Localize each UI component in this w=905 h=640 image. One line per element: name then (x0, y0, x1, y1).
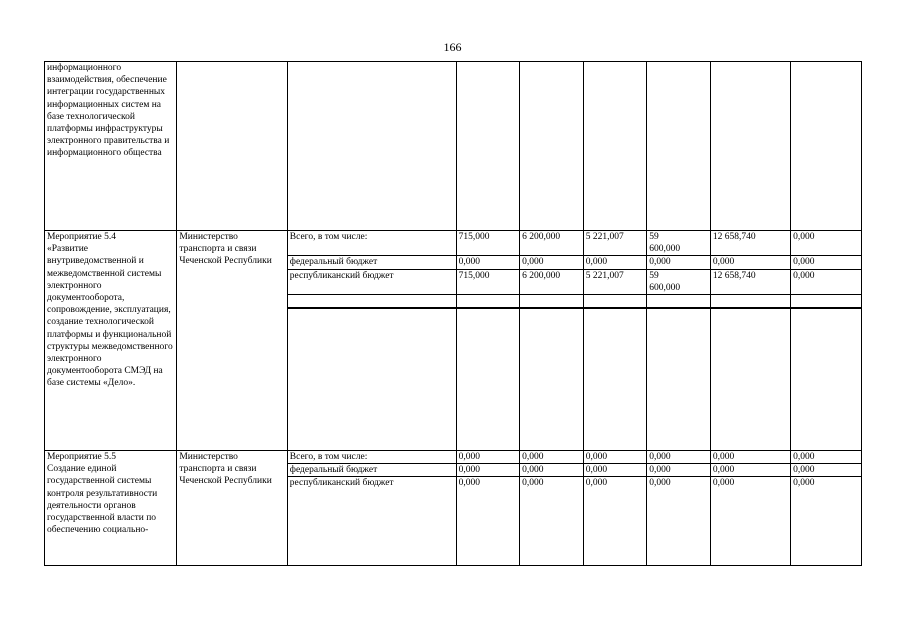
value-cell: 0,000 (710, 477, 790, 566)
value-cell: 5 221,007 (583, 231, 647, 256)
value-cell (710, 62, 790, 231)
activity-cell-5-5: Мероприятие 5.5 Создание единой государственной системы контроля результативности деятельности органов государственной власти по обеспечению социально- (45, 451, 177, 566)
value-cell: 0,000 (583, 256, 647, 269)
value-cell (520, 295, 584, 308)
value-cell: 5 221,007 (583, 269, 647, 294)
value-cell: 0,000 (791, 256, 862, 269)
value-cell: 0,000 (791, 269, 862, 294)
value-cell (583, 309, 647, 451)
value-cell: 59 600,000 (647, 269, 711, 294)
value-cell (791, 295, 862, 308)
value-cell (710, 309, 790, 451)
table-row (45, 231, 862, 256)
value-cell (791, 309, 862, 451)
value-cell: 0,000 (520, 256, 584, 269)
source-cell: Всего, в том числе: (287, 231, 456, 256)
table-row-continuation (45, 62, 862, 231)
value-cell: 6 200,000 (520, 269, 584, 294)
value-cell: 0,000 (520, 451, 584, 464)
value-cell: 12 658,740 (710, 231, 790, 256)
value-cell: 0,000 (647, 451, 711, 464)
value-cell (647, 309, 711, 451)
value-cell: 0,000 (456, 464, 520, 477)
value-cell: 0,000 (583, 477, 647, 566)
value-cell: 0,000 (456, 477, 520, 566)
value-cell: 0,000 (791, 477, 862, 566)
value-cell (791, 62, 862, 231)
executor-cell: Министерство транспорта и связи Чеченской Республики (177, 231, 287, 451)
value-cell (520, 62, 584, 231)
page-number: 166 (443, 40, 462, 54)
source-cell: федеральный бюджет (287, 464, 456, 477)
value-cell: 0,000 (520, 464, 584, 477)
value-cell: 59 600,000 (647, 231, 711, 256)
source-cell: республиканский бюджет (287, 269, 456, 294)
value-cell: 0,000 (710, 464, 790, 477)
value-cell (456, 62, 520, 231)
value-cell (456, 309, 520, 451)
value-cell: 0,000 (456, 451, 520, 464)
executor-cell: Министерство транспорта и связи Чеченской Республики (177, 451, 287, 566)
source-cell: республиканский бюджет (287, 477, 456, 566)
value-cell (710, 295, 790, 308)
value-cell: 0,000 (710, 256, 790, 269)
value-cell: 0,000 (520, 477, 584, 566)
value-cell (647, 62, 711, 231)
value-cell: 6 200,000 (520, 231, 584, 256)
executor-cell (177, 62, 287, 231)
activity-cell: информационного взаимодействия, обеспечение интеграции государственных информационных систем на базе технологической платформы инфраструктуры электронного правительства и информационного общества (45, 62, 177, 231)
value-cell: 715,000 (456, 231, 520, 256)
value-cell (520, 309, 584, 451)
value-cell: 0,000 (791, 231, 862, 256)
value-cell (583, 62, 647, 231)
table-row (45, 451, 862, 464)
value-cell: 0,000 (456, 256, 520, 269)
value-cell: 0,000 (791, 451, 862, 464)
source-cell: Всего, в том числе: (287, 451, 456, 464)
value-cell: 0,000 (710, 451, 790, 464)
source-cell (287, 295, 456, 308)
value-cell (583, 295, 647, 308)
value-cell: 0,000 (647, 256, 711, 269)
value-cell (647, 295, 711, 308)
budget-table (44, 61, 862, 566)
source-cell (287, 62, 456, 231)
value-cell (456, 295, 520, 308)
value-cell: 0,000 (791, 464, 862, 477)
value-cell: 0,000 (583, 464, 647, 477)
value-cell: 0,000 (583, 451, 647, 464)
value-cell: 12 658,740 (710, 269, 790, 294)
value-cell: 0,000 (647, 464, 711, 477)
value-cell: 715,000 (456, 269, 520, 294)
source-cell: федеральный бюджет (287, 256, 456, 269)
source-cell (287, 309, 456, 451)
activity-cell-5-4: Мероприятие 5.4 «Развитие внутриведомственной и межведомственной системы электронного документооборота, сопровождение, эксплуатация, создание технологической платформы и функциональной структуры межведомственного электронного документооборота СМЭД на базе системы «Дело». (45, 231, 177, 451)
value-cell: 0,000 (647, 477, 711, 566)
